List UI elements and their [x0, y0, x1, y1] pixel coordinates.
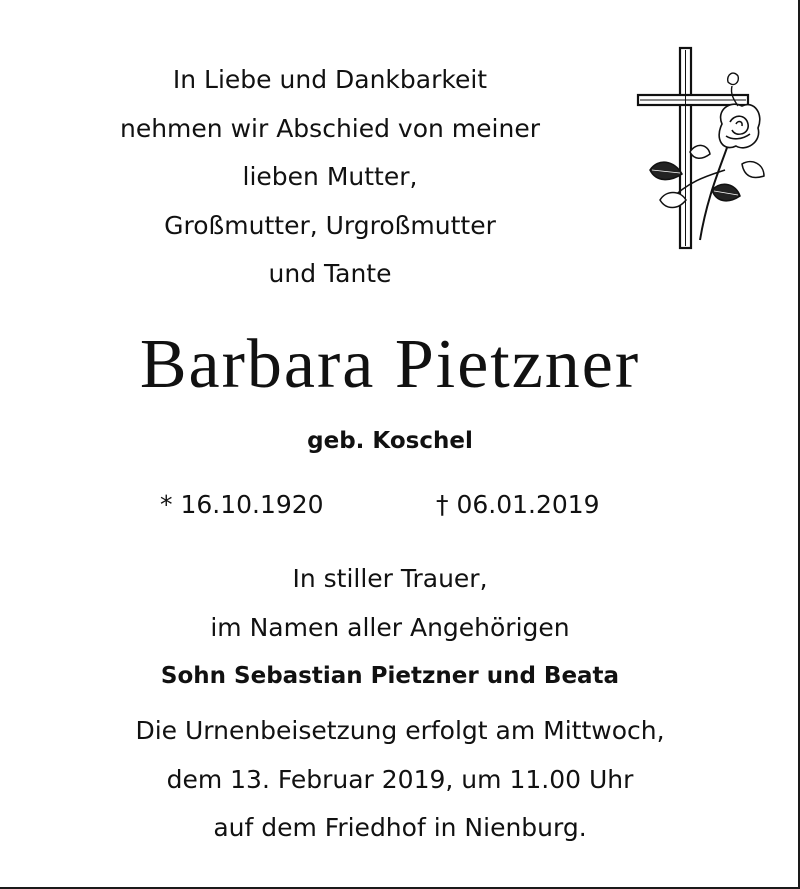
intro-line: nehmen wir Abschied von meiner: [119, 113, 540, 143]
intro-line: Großmutter, Urgroßmutter: [164, 210, 496, 240]
intro-line: lieben Mutter,: [242, 162, 418, 191]
intro-line: und Tante: [268, 259, 392, 288]
mourners-line: In stiller Trauer,: [292, 564, 488, 593]
funeral-notice: [60, 707, 740, 853]
mourners-text: [110, 555, 670, 701]
intro-text: [110, 56, 550, 299]
birth-date: * 16.10.1920: [160, 490, 324, 519]
intro-line: In Liebe und Dankbarkeit: [172, 65, 488, 94]
death-date: † 06.01.2019: [436, 490, 600, 519]
cross-with-rose-icon: [630, 40, 770, 260]
funeral-line: auf dem Friedhof in Nienburg.: [213, 813, 587, 842]
funeral-line: dem 13. Februar 2019, um 11.00 Uhr: [166, 764, 634, 794]
deceased-name: Barbara Pietzner: [139, 326, 641, 403]
maiden-name: geb. Koschel: [307, 428, 473, 454]
family-names: Sohn Sebastian Pietzner und Beata: [160, 663, 620, 689]
mourners-line: im Namen aller Angehörigen: [210, 612, 570, 642]
funeral-line: Die Urnenbeisetzung erfolgt am Mittwoch,: [135, 716, 665, 745]
